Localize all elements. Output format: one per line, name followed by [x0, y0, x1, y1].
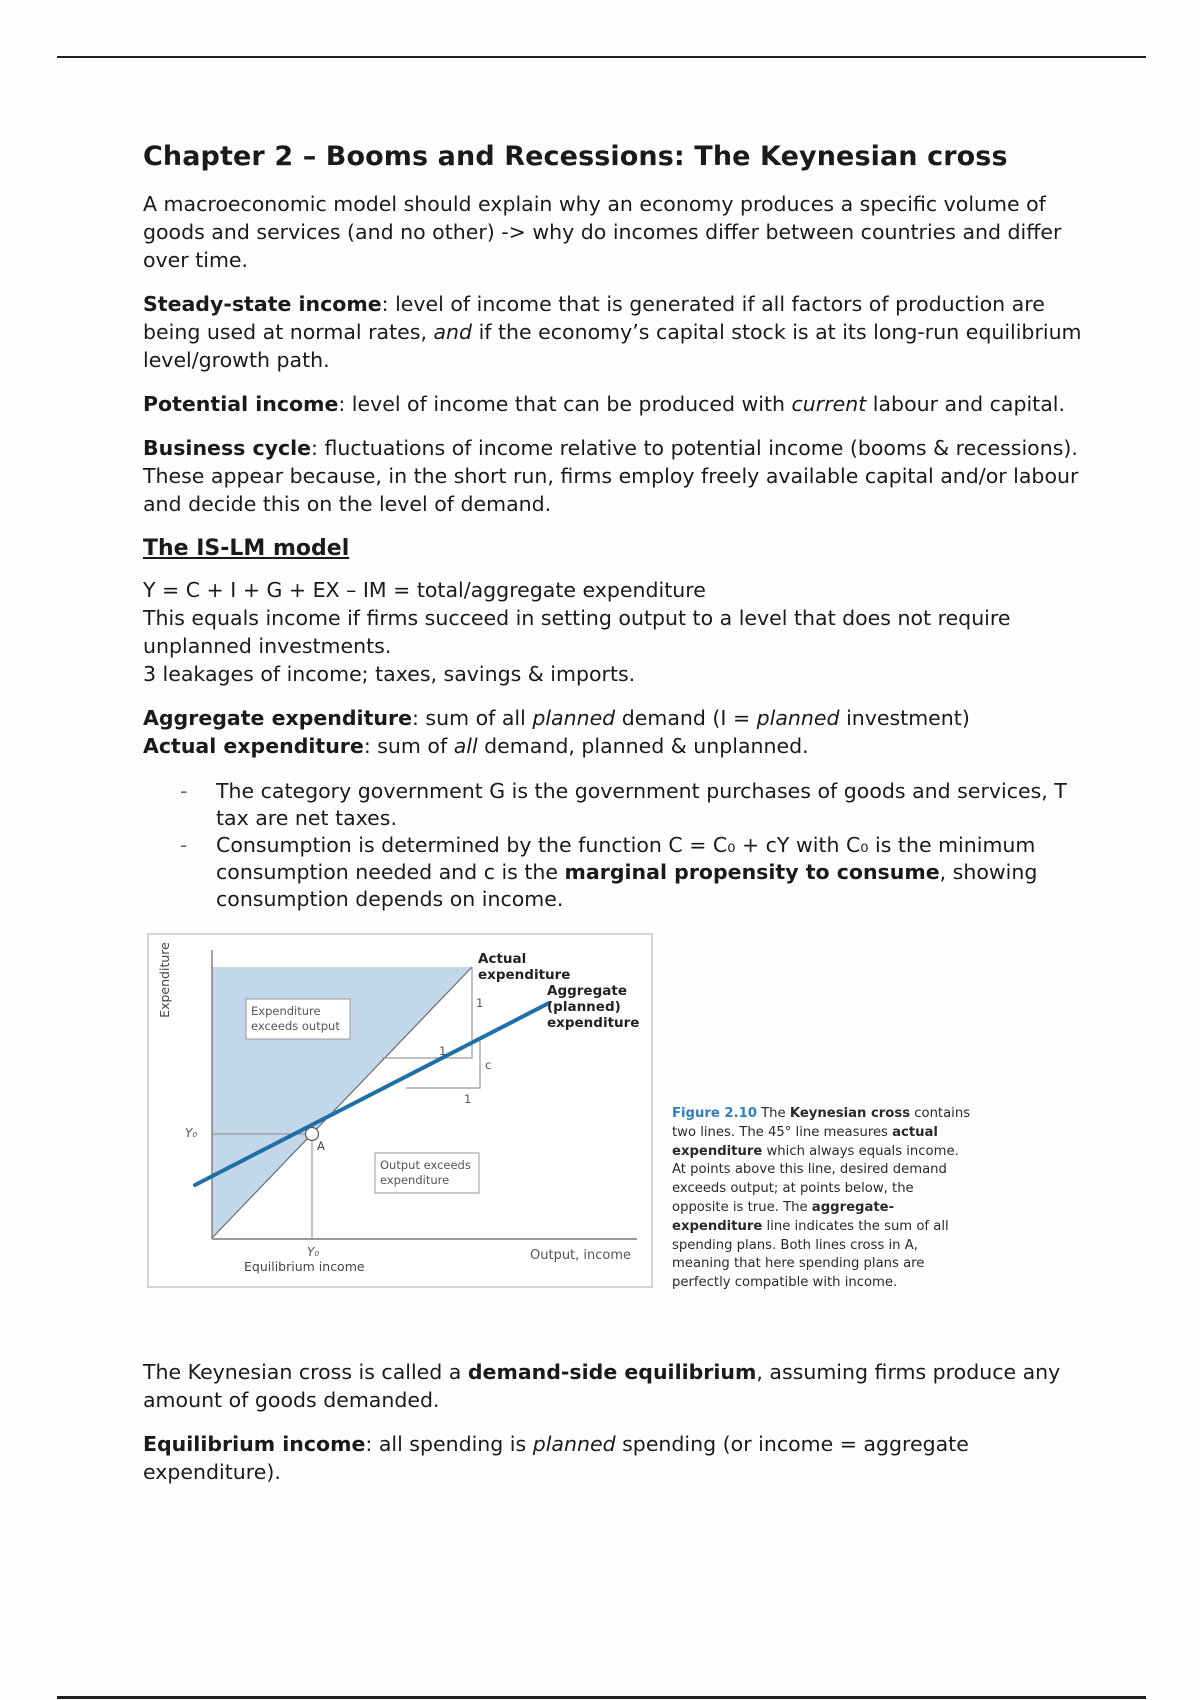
header-rule: [57, 56, 1146, 58]
keynesian-cross-figure: [143, 933, 1083, 1343]
svg-text:c: c: [485, 1058, 492, 1072]
keynesian-cross-diagram: [149, 935, 651, 1286]
list-item: - Consumption is determined by the function C = C₀ + cY with C₀ is the minimum consumption needed and c is the marginal propensity to consume, showing consumption depends on income.: [180, 833, 1038, 911]
islm-text: This equals income if firms succeed in setting output to a level that does not require unplanned investments.: [143, 606, 1011, 658]
term: Business cycle: [143, 436, 312, 460]
svg-text:exceeds output: exceeds output: [251, 1019, 340, 1033]
definition-steady-state: Steady-state income: level of income that is generated if all factors of production are being used at normal rates, and if the economy’s capital stock is at its long-run equilibrium level/growth path.: [143, 292, 1082, 372]
y0-label: Y₀: [185, 1126, 198, 1140]
svg-text:1: 1: [464, 1092, 472, 1106]
svg-text:1: 1: [439, 1044, 447, 1058]
bullet-list: [143, 778, 1083, 913]
term: Steady-state income: [143, 292, 382, 316]
figure-frame: [147, 933, 653, 1288]
x-axis-label: Output, income: [530, 1248, 632, 1263]
bullet-marker: -: [180, 833, 188, 857]
section-heading-islm: The IS-LM model: [143, 536, 350, 561]
svg-text:Output exceeds: Output exceeds: [380, 1158, 471, 1172]
y-axis-label: Expenditure: [157, 942, 172, 1018]
leakages-text: 3 leakages of income; taxes, savings & imports.: [143, 662, 636, 686]
point-a-label: A: [317, 1139, 325, 1153]
svg-text:Actual: Actual: [478, 951, 527, 967]
x0-sublabel: Equilibrium income: [244, 1259, 365, 1274]
definition-aggregate-expenditure: Aggregate expenditure: sum of all planned demand (I = planned investment): [143, 706, 970, 730]
footer-rule: [57, 1696, 1146, 1699]
svg-text:expenditure: expenditure: [380, 1173, 450, 1187]
chapter-title: Chapter 2 – Booms and Recessions: The Keynesian cross: [143, 141, 1008, 172]
svg-text:(planned): (planned): [547, 999, 621, 1015]
list-item: - The category government G is the government purchases of goods and services, T tax are net taxes.: [180, 779, 1067, 830]
term: Potential income: [143, 392, 339, 416]
definition-business-cycle: Business cycle: fluctuations of income relative to potential income (booms & recessions). These appear because, in the short run, firms employ freely available capital and/or labour and decide this on the level of demand.: [143, 436, 1079, 516]
x0-label: Y₀: [307, 1245, 320, 1259]
definition-actual-expenditure: Actual expenditure: sum of all demand, planned & unplanned.: [143, 734, 809, 758]
equation-line: Y = C + I + G + EX – IM = total/aggregate expenditure: [143, 578, 706, 602]
closing-section: [143, 1358, 1083, 1502]
intro-paragraph: A macroeconomic model should explain why an economy produces a specific volume of goods and services (and no other) -> why do incomes differ between countries and differ over time.: [143, 192, 1062, 272]
page-content: [143, 140, 1083, 1343]
bullet-marker: -: [180, 779, 188, 803]
definition-potential-income: Potential income: level of income that can be produced with current labour and capital.: [143, 392, 1065, 416]
svg-text:Aggregate: Aggregate: [547, 983, 627, 999]
svg-text:1: 1: [476, 996, 484, 1010]
svg-text:expenditure: expenditure: [478, 967, 571, 983]
figure-number: Figure 2.10: [672, 1106, 757, 1121]
figure-caption: Figure 2.10 The Keynesian cross contains two lines. The 45° line measures actual expenditure which always equals income. At points above this line, desired demand exceeds output; at points below, the opposite is true. The aggregate-expenditure line indicates the sum of all spending plans. Both lines cross in A, meaning that here spending plans are perfectly compatible with income.: [672, 1106, 971, 1291]
demand-side-paragraph: The Keynesian cross is called a demand-side equilibrium, assuming firms produce any amount of goods demanded.: [143, 1360, 1061, 1412]
svg-text:expenditure: expenditure: [547, 1015, 640, 1031]
definition-equilibrium-income: Equilibrium income: all spending is planned spending (or income = aggregate expenditure).: [143, 1432, 969, 1484]
svg-text:Expenditure: Expenditure: [251, 1004, 321, 1018]
